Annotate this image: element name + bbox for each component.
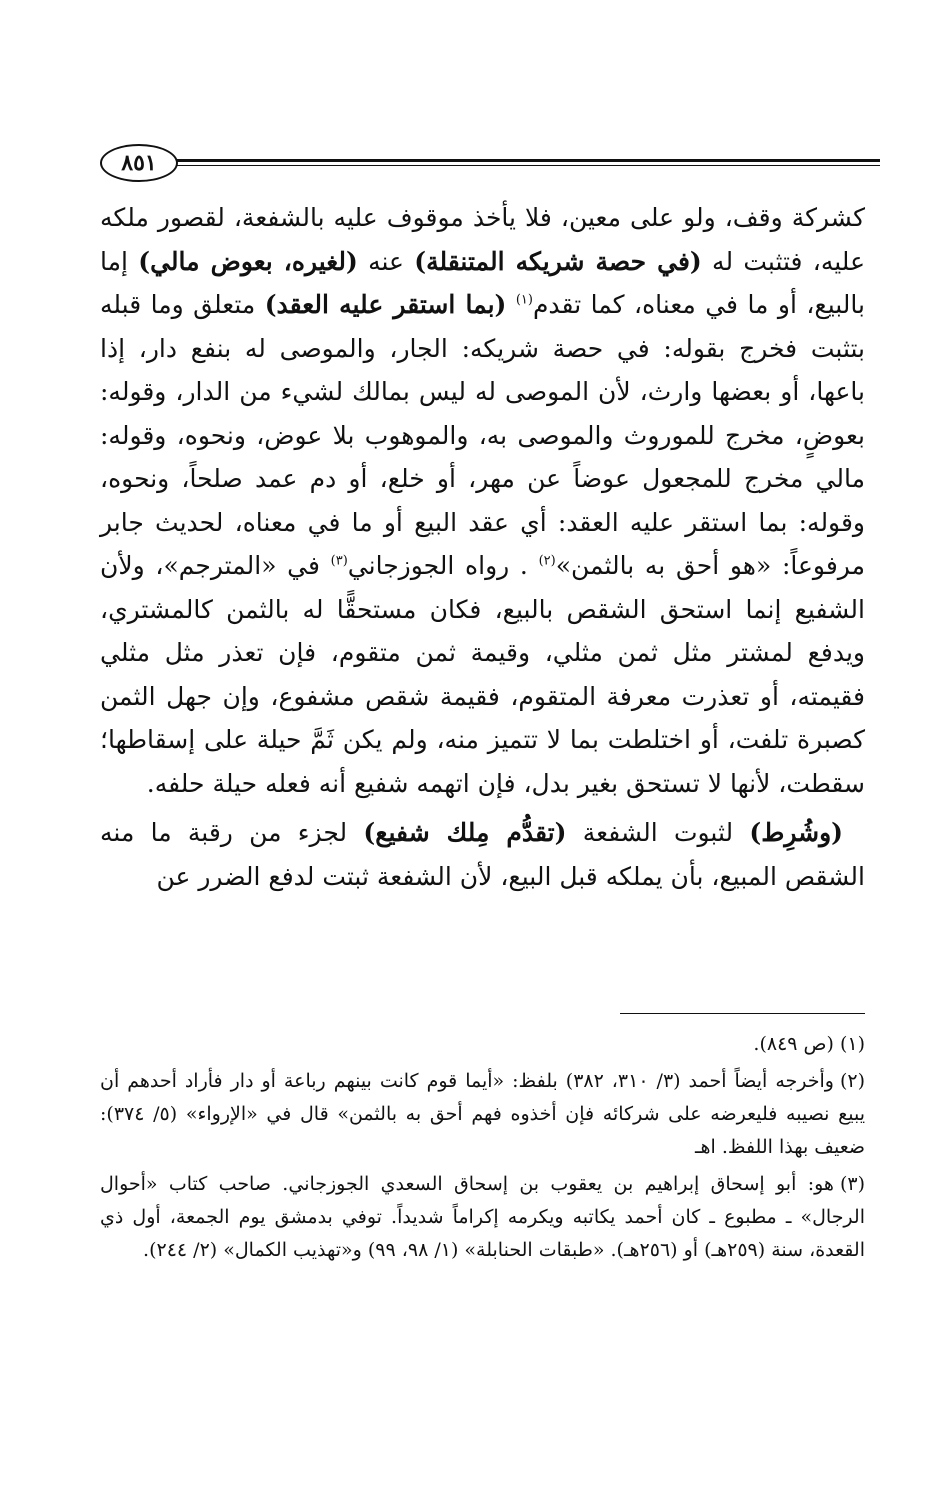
bold-matn-text: (تقدُّم مِلك شفيع) bbox=[363, 818, 567, 847]
paragraph-1 bbox=[100, 196, 865, 805]
footnote-text: وأخرجه أيضاً أحمد (٣/ ٣١٠، ٣٨٢) بلفظ: «أيما قوم كانت بينهم رباعة أو دار فأراد أحدهم أن يبيع نصيبه فليعرضه على شركائه فإن أخذوه فهم أحق به بالثمن» قال في «الإرواء» (٥/ ٣٧٤): ضعيف بهذا اللفظ. اهـ bbox=[100, 1070, 865, 1158]
footnote-ref: (٢) bbox=[538, 553, 556, 569]
commentary-text: عنه bbox=[357, 246, 415, 276]
commentary-text: لجزء من رقبة ما منه الشقص المبيع، بأن يملكه قبل البيع، لأن الشفعة ثبتت لدفع الضرر عن bbox=[100, 818, 865, 891]
footnote bbox=[100, 1028, 865, 1061]
commentary-text bbox=[506, 290, 515, 319]
commentary-text: كشركة وقف، ولو على معين، فلا يأخذ موقوف عليه بالشفعة، لقصور ملكه عليه، فتثبت له bbox=[100, 203, 865, 276]
footnote-separator bbox=[620, 1013, 865, 1014]
paragraph-2 bbox=[100, 811, 865, 898]
footnotes bbox=[100, 1028, 865, 1271]
commentary-text: لثبوت الشفعة bbox=[566, 818, 750, 847]
main-text bbox=[100, 196, 865, 898]
footnote-ref: (١) bbox=[515, 292, 533, 308]
page-header bbox=[100, 138, 880, 188]
bold-matn-text: (في حصة شريكه المتنقلة) bbox=[414, 246, 702, 276]
header-rule-thin bbox=[176, 165, 880, 166]
bold-matn-text: (لغيره، بعوض مالي) bbox=[138, 246, 358, 276]
bold-matn-text: (بما استقر عليه العقد) bbox=[264, 290, 507, 319]
footnote-number: (١) bbox=[839, 1033, 865, 1055]
footnote-text: هو: أبو إسحاق إبراهيم بن يعقوب بن إسحاق السعدي الجوزجاني. صاحب كتاب «أحوال الرجال» ـ مطبوع ـ كان أحمد يكاتبه ويكرمه إكراماً شديداً. توفي بدمشق يوم الجمعة، أول ذي القعدة، سنة (٢٥٩هـ) أو (٢٥٦هـ). «طبقات الحنابلة» (١/ ٩٨، ٩٩) و«تهذيب الكمال» (٢/ ٢٤٤). bbox=[100, 1173, 865, 1261]
commentary-text: إما بالبيع، أو ما في معناه، كما تقدم bbox=[100, 246, 865, 319]
commentary-text: متعلق وما قبله بتثبت فخرج بقوله: في حصة شريكه: الجار، والموصى له بنفع دار، إذا باعها، أو بعضها وارث، لأن الموصى له ليس بمالك لشيء من الدار، وقوله: بعوضٍ، مخرج للموروث والموصى به، والموهوب بلا عوض، ونحوه، وقوله: مالي مخرج للمجعول عوضاً عن مهر، أو خلع، أو دم عمد صلحاً، ونحوه، وقوله: بما استقر عليه العقد: أي عقد البيع أو ما في معناه، لحديث جابر مرفوعاً: «هو أحق به بالثمن» bbox=[100, 290, 865, 580]
commentary-text: . رواه الجوزجاني bbox=[347, 551, 539, 580]
footnote-number: (٢) bbox=[839, 1070, 865, 1092]
footnote-ref: (٣) bbox=[330, 553, 348, 569]
bold-matn-text: (وشُرِط) bbox=[749, 818, 843, 847]
header-rule bbox=[176, 159, 880, 162]
footnote-text: (ص ٨٤٩). bbox=[753, 1033, 834, 1055]
commentary-text: في «المترجم»، ولأن الشفيع إنما استحق الشقص بالبيع، فكان مستحقًّا له بالثمن كالمشتري، ويدفع لمشتر مثل ثمن مثلي، وقيمة ثمن متقوم، فإن تعذر مثل مثلي فقيمته، أو تعذرت معرفة المتقوم، فقيمة شقص مشفوع، وإن جهل الثمن كصبرة تلفت، أو اختلطت بما لا تتميز منه، ولم يكن ثَمَّ حيلة على إسقاطها؛ سقطت، لأنها لا تستحق بغير بدل، فإن اتهمه شفيع أنه فعله حيلة حلفه. bbox=[100, 551, 865, 798]
footnote-number: (٣) bbox=[839, 1173, 865, 1195]
footnote bbox=[100, 1065, 865, 1164]
footnote bbox=[100, 1168, 865, 1267]
page-number: ٨٥١ bbox=[100, 144, 178, 182]
